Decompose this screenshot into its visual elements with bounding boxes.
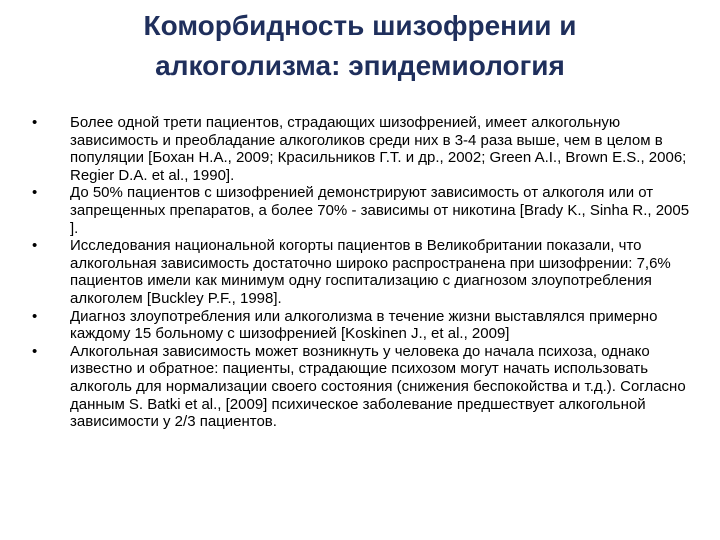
bullet-item — [30, 184, 690, 237]
bullet-marker-icon: • — [32, 237, 38, 255]
bullet-item — [30, 308, 690, 343]
bullet-text: Диагноз злоупотребления или алкоголизма в течение жизни выставлялся примерно каждому 15 больному с шизофренией [Koskinen J., et al., 2009] — [70, 307, 658, 343]
bullet-marker-icon: • — [32, 342, 38, 360]
slide-title-line-1: Коморбидность шизофрении и — [143, 10, 577, 41]
bullet-text: Алкогольная зависимость может возникнуть у человека до начала психоза, однако известно и обратное: пациенты, страдающие психозом могут начать использовать алкоголь для нормализации своего состояния (снижения беспокойства и т.д.). Согласно данным S. Batki et al., [2009] психическое заболевание предшествует алкогольной зависимости у 2/3 пациентов. — [70, 342, 686, 431]
bullet-marker-icon: • — [32, 114, 38, 131]
bullet-marker-icon: • — [32, 184, 38, 202]
bullet-item — [30, 343, 690, 431]
bullet-text: Более одной трети пациентов, страдающих шизофренией, имеет алкогольную зависимость и преобладание алкоголиков среди них в 3-4 раза выше, чем в целом в популяции [Бохан Н.А., 2009; Красильников Г.Т. и др., 2002; Green A.I., Brown E.S., 2006; Regier D.A. et al., 1990]. — [70, 114, 687, 184]
bullet-item — [30, 114, 690, 184]
bullet-marker-icon: • — [32, 307, 38, 325]
bullet-text: До 50% пациентов с шизофренией демонстрируют зависимость от алкоголя или от запрещенных препаратов, а более 70% - зависимы от никотина [Brady K., Sinha R., 2005 ]. — [70, 184, 690, 237]
bullet-text: Исследования национальной когорты пациентов в Великобритании показали, что алкогольная зависимость достаточно широко распространена при шизофрении: 7,6% пациентов имели как минимум одну госпитализацию с диагнозом злоупотребления алкоголем [Buckley P.F., 1998]. — [70, 237, 671, 307]
slide-title-line-2: алкоголизма: эпидемиология — [155, 50, 565, 81]
bullet-list — [30, 114, 690, 431]
slide-title — [60, 6, 660, 86]
bullet-item — [30, 237, 690, 307]
